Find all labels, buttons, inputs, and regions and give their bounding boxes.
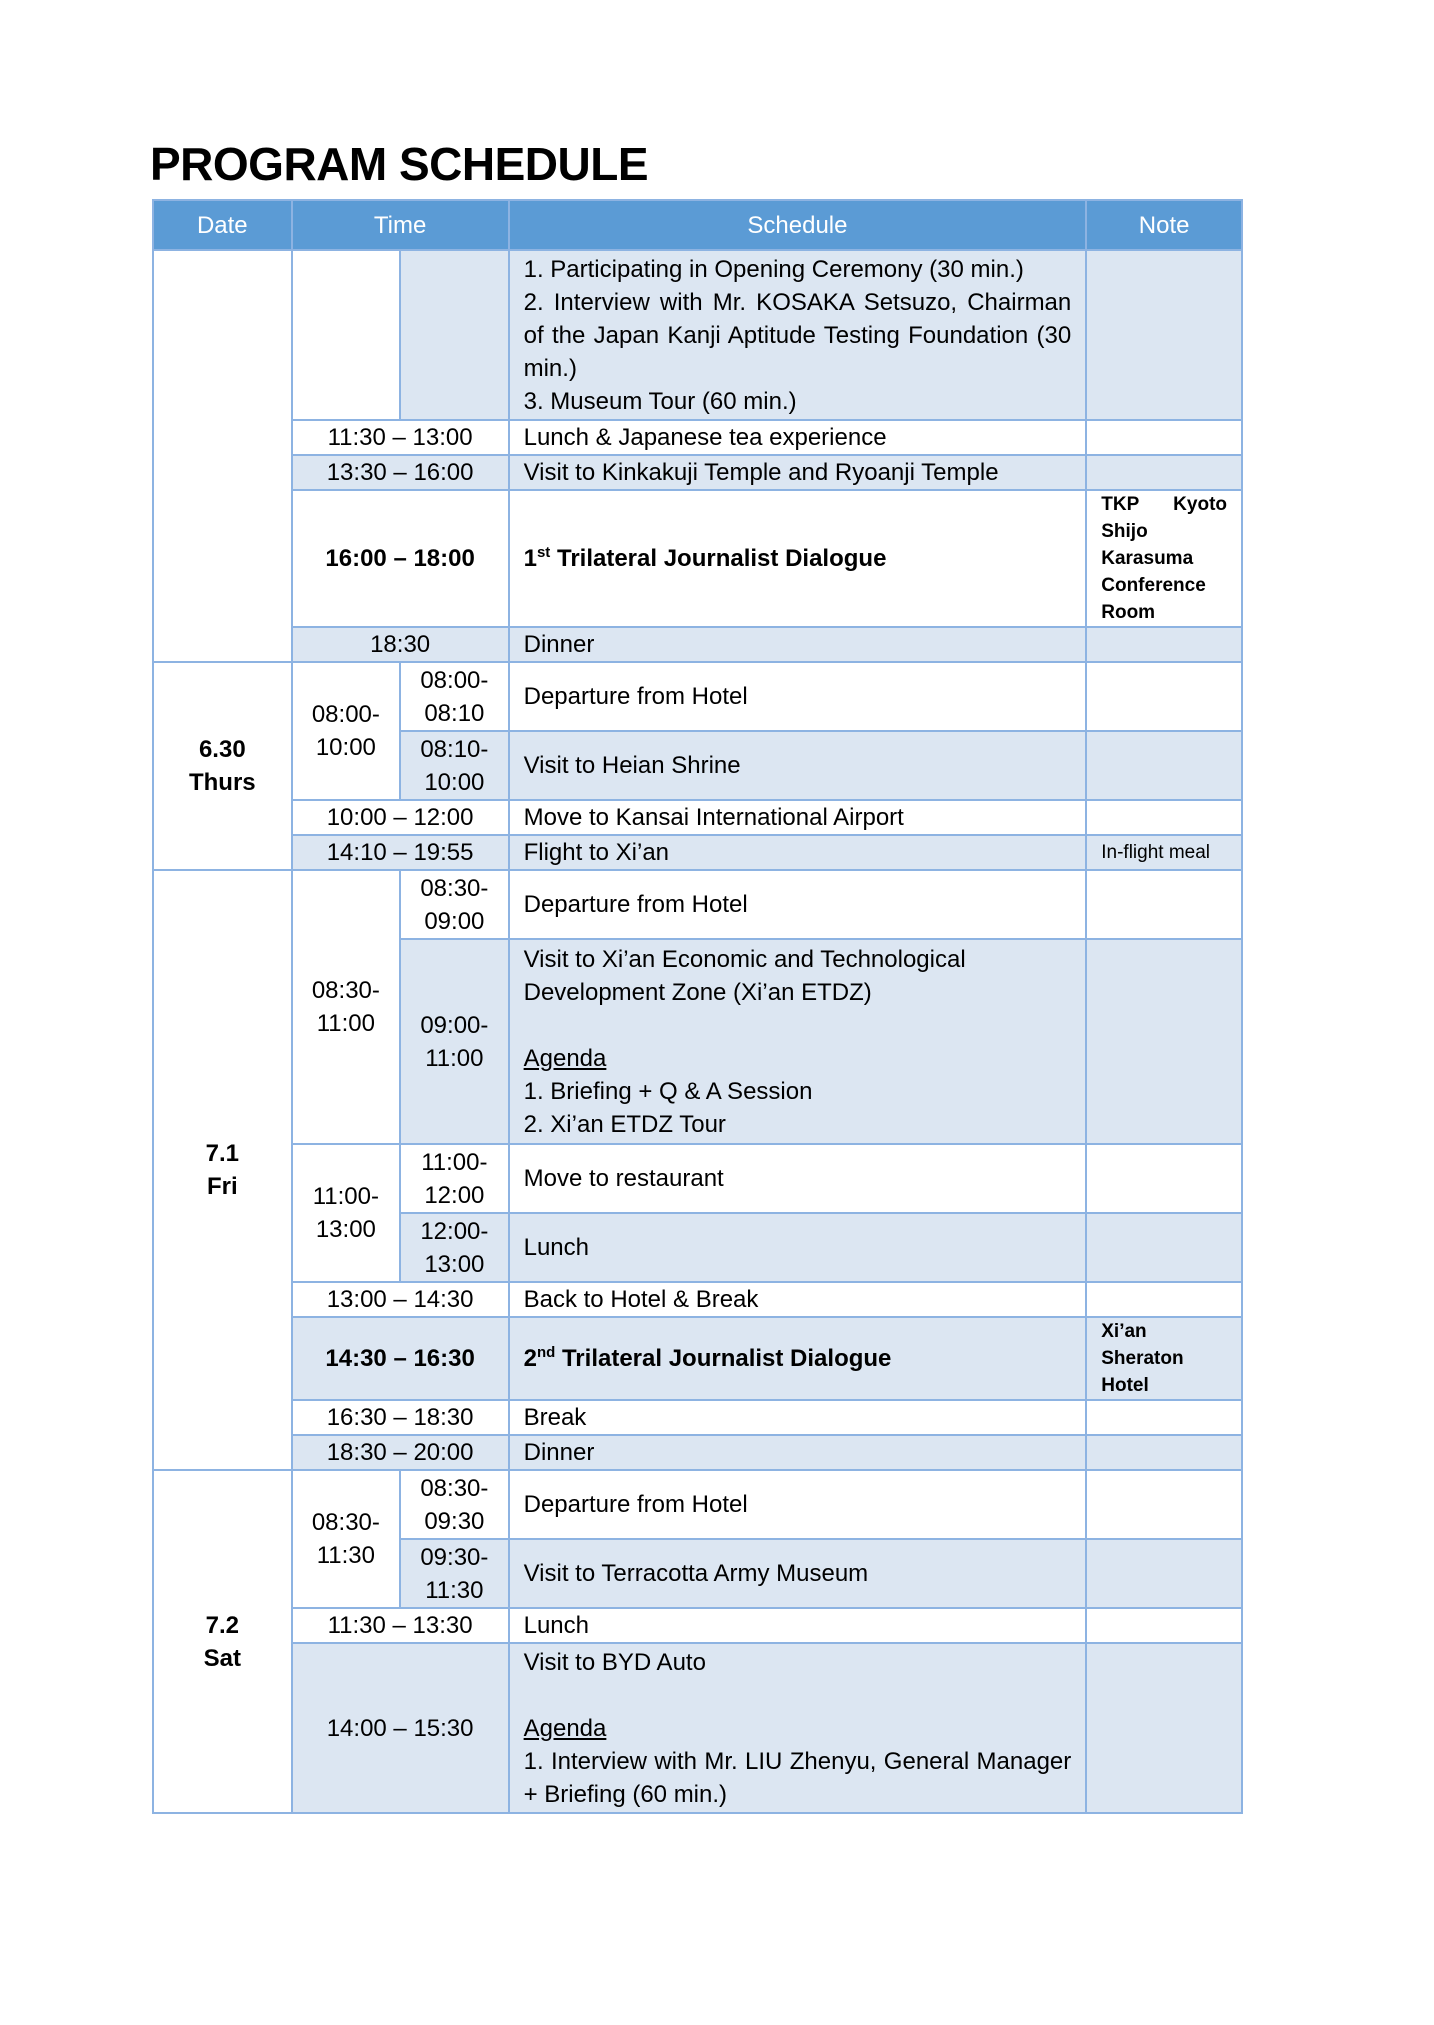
table-row [153,1144,1242,1213]
schedule-table [152,199,1243,1814]
time-start: 08:30- [311,977,380,1004]
schedule-cell: Departure from Hotel [509,870,1087,939]
date-cell [153,870,292,1470]
table-row [153,662,1242,731]
note-cell [1086,800,1242,835]
subtime-cell [400,1539,509,1608]
header-time: Time [292,200,509,250]
time-cell: 16:00 – 18:00 [292,490,509,627]
note-cell [1086,420,1242,455]
table-row [153,1282,1242,1317]
weekday-label: Sat [203,1644,241,1672]
weekday-label: Fri [206,1173,238,1200]
time-group-cell [292,662,400,800]
subtime-cell [400,731,509,800]
schedule-line: 2. Interview with Mr. KOSAKA Setsuzo, Chairman of the Japan Kanji Aptitude Testing Foundation (30 min.) [523,288,1072,382]
note-cell [1086,455,1242,490]
time-end: 13:00 [315,1216,376,1243]
subtime-cell [400,1144,509,1213]
subtime-cell [400,662,509,731]
time-start: 08:30- [420,1474,489,1502]
table-row [153,490,1242,627]
schedule-cell [509,1317,1087,1400]
time-cell: 10:00 – 12:00 [292,800,509,835]
note-cell [1086,731,1242,800]
schedule-cell: Lunch [509,1608,1087,1643]
agenda-heading: Agenda [523,1714,607,1742]
schedule-cell [509,490,1087,627]
time-cell: 11:30 – 13:30 [292,1608,509,1643]
subtime-cell [400,939,509,1144]
time-start: 11:00- [421,1148,488,1176]
time-group-cell [292,870,400,1144]
table-row [153,800,1242,835]
date-cell [153,250,292,662]
schedule-cell: Departure from Hotel [509,662,1087,731]
schedule-cell: Visit to Kinkakuji Temple and Ryoanji Temple [509,455,1087,490]
schedule-line: 1. Participating in Opening Ceremony (30 min.) [523,255,1024,283]
note-cell [1086,250,1242,420]
schedule-line: 3. Museum Tour (60 min.) [523,387,797,415]
note-cell [1086,662,1242,731]
dialogue-title: Trilateral Journalist Dialogue [556,545,887,572]
agenda-item: 1. Interview with Mr. LIU Zhenyu, General Manager + Briefing (60 min.) [523,1747,1072,1808]
note-cell [1086,1539,1242,1608]
time-end: 10:00 [315,734,376,761]
time-start: 08:30- [311,1509,380,1536]
header-note: Note [1086,200,1242,250]
schedule-line: Development Zone (Xi’an ETDZ) [523,978,872,1006]
time-start: 08:00- [420,666,489,694]
table-row [153,627,1242,662]
schedule-cell: Lunch [509,1213,1087,1282]
ordinal: 1 [523,545,537,572]
time-start: 08:30- [420,874,489,902]
spacer [524,1679,1072,1712]
schedule-cell: Lunch & Japanese tea experience [509,420,1087,455]
schedule-cell [509,250,1087,420]
time-cell: 18:30 – 20:00 [292,1435,509,1470]
time-group-cell [292,1470,400,1608]
time-end: 11:30 [316,1542,375,1569]
time-cell: 14:10 – 19:55 [292,835,509,870]
time-cell: 16:30 – 18:30 [292,1400,509,1435]
time-cell: 13:30 – 16:00 [292,455,509,490]
table-row [153,870,1242,939]
note-cell [1086,1608,1242,1643]
schedule-cell [509,939,1087,1144]
subtime-cell [400,1213,509,1282]
ordinal-suffix: nd [536,1344,556,1361]
ordinal-suffix: st [536,544,551,561]
table-row [153,1608,1242,1643]
time-end: 09:00 [424,907,485,935]
ordinal: 2 [523,1345,537,1372]
time-start: 11:00- [312,1183,379,1210]
time-start: 09:30- [420,1543,489,1571]
time-end: 13:00 [424,1250,485,1278]
time-group-cell [292,1144,400,1282]
schedule-cell: Dinner [509,627,1087,662]
date-label: 6.30 [198,736,246,763]
note-cell [1086,939,1242,1144]
time-cell: 14:00 – 15:30 [292,1643,509,1813]
date-label: 7.2 [205,1611,239,1639]
header-row [153,200,1242,250]
note-cell [1086,1470,1242,1539]
note-cell [1086,1213,1242,1282]
time-start: 09:00- [420,1011,489,1039]
time-cell: 18:30 [292,627,509,662]
note-cell [1086,1435,1242,1470]
header-schedule: Schedule [509,200,1087,250]
schedule-cell: Back to Hotel & Break [509,1282,1087,1317]
time-end: 08:10 [424,699,485,727]
schedule-cell: Break [509,1400,1087,1435]
time-end: 10:00 [424,768,485,796]
schedule-cell: Move to restaurant [509,1144,1087,1213]
header-date: Date [153,200,292,250]
note-cell [1086,1643,1242,1813]
note-cell [1086,870,1242,939]
schedule-line: Visit to Xi’an Economic and Technological [523,945,966,973]
date-cell [153,662,292,870]
time-end: 11:30 [425,1576,484,1604]
note-cell: TKP Kyoto Shijo Karasuma Conference Room [1086,490,1242,627]
schedule-cell: Flight to Xi’an [509,835,1087,870]
note-cell [1086,1282,1242,1317]
note-cell: In-flight meal [1086,835,1242,870]
schedule-cell: Departure from Hotel [509,1470,1087,1539]
schedule-cell [509,1643,1087,1813]
table-row [153,250,1242,420]
time-cell: 13:00 – 14:30 [292,1282,509,1317]
agenda-heading: Agenda [523,1044,607,1072]
time-end: 11:00 [425,1044,484,1072]
spacer [524,1009,1072,1042]
weekday-label: Thurs [188,769,256,796]
schedule-cell: Dinner [509,1435,1087,1470]
schedule-cell: Move to Kansai International Airport [509,800,1087,835]
schedule-cell: Visit to Terracotta Army Museum [509,1539,1087,1608]
agenda-item: 1. Briefing + Q & A Session [523,1077,813,1105]
date-cell [153,1470,292,1813]
time-end: 12:00 [424,1181,485,1209]
note-cell [1086,1144,1242,1213]
time-end: 09:30 [424,1507,485,1535]
table-row [153,835,1242,870]
time-start: 08:10- [420,735,489,763]
table-row [153,455,1242,490]
time-cell: 11:30 – 13:00 [292,420,509,455]
time-end: 11:00 [316,1010,375,1037]
table-row [153,1435,1242,1470]
note-cell: Xi’an Sheraton Hotel [1086,1317,1242,1400]
subtime-cell [400,870,509,939]
subtime-cell [400,250,509,420]
time-start: 08:00- [311,701,380,728]
table-row [153,1400,1242,1435]
date-label: 7.1 [205,1140,239,1167]
time-start: 12:00- [420,1217,489,1245]
table-row [153,1470,1242,1539]
time-cell: 14:30 – 16:30 [292,1317,509,1400]
table-row [153,1317,1242,1400]
note-cell [1086,627,1242,662]
table-row [153,420,1242,455]
table-row [153,1643,1242,1813]
subtime-cell [400,1470,509,1539]
dialogue-title: Trilateral Journalist Dialogue [561,1345,892,1372]
schedule-line: Visit to BYD Auto [523,1648,706,1676]
schedule-cell: Visit to Heian Shrine [509,731,1087,800]
note-cell [1086,1400,1242,1435]
page-title: PROGRAM SCHEDULE [150,138,649,190]
time-cell [292,250,400,420]
agenda-item: 2. Xi’an ETDZ Tour [523,1110,726,1138]
